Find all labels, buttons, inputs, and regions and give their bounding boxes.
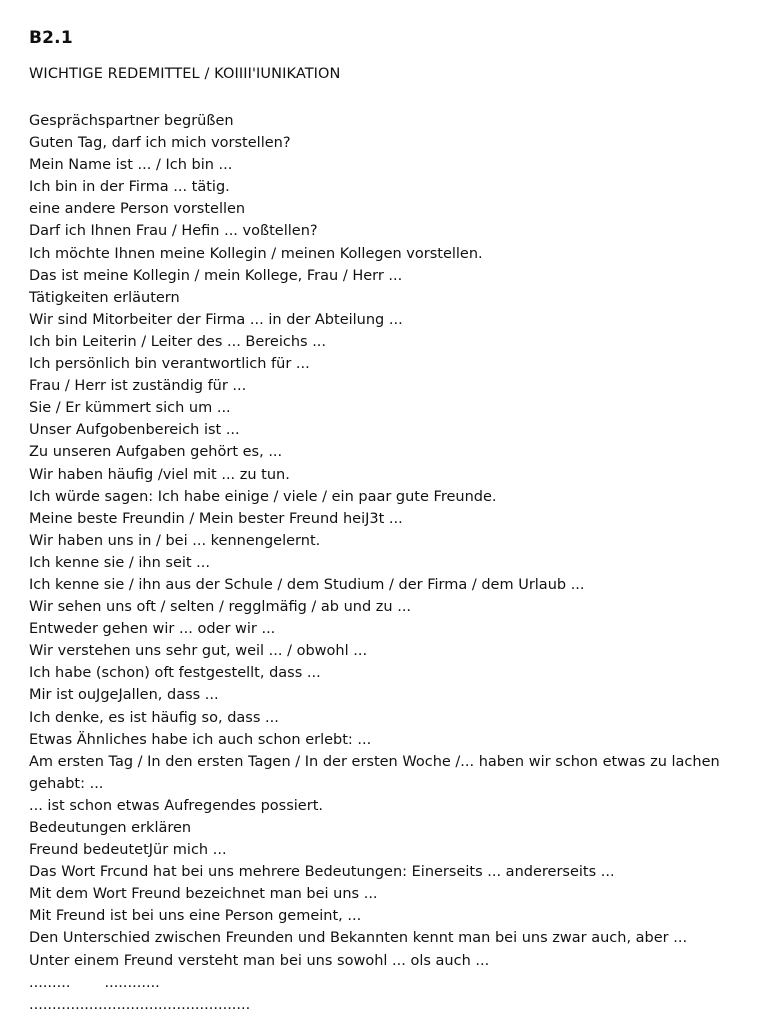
phrase-line: Wir haben häufig /viel mit ... zu tun. bbox=[29, 466, 290, 483]
phrase-line: Mir ist ouJgeJallen, dass ... bbox=[29, 687, 219, 704]
phrase-line: Zu unseren Aufgaben gehört es, ... bbox=[29, 444, 283, 461]
phrase-line: Wir sehen uns oft / selten / regglmäfig / ab und zu ... bbox=[29, 599, 412, 616]
phrase-line: Am ersten Tag / In den ersten Tagen / In der ersten Woche /... haben wir schon etwas zu lachen gehabt: ... bbox=[29, 753, 720, 792]
phrase-line: Sie / Er kümmert sich um ... bbox=[29, 400, 231, 417]
dots-segment: ......... bbox=[29, 974, 71, 991]
phrase-line: Den Unterschied zwischen Freunden und Bekannten kennt man bei uns zwar auch, aber ... bbox=[29, 930, 688, 947]
phrase-line: Ich bin Leiterin / Leiter des ... Bereichs ... bbox=[29, 333, 327, 350]
phrase-line: Ich kenne sie / ihn seit ... bbox=[29, 554, 211, 571]
phrase-line: Mein Name ist ... / Ich bin ... bbox=[29, 157, 233, 174]
phrase-line: Unser Aufgobenbereich ist ... bbox=[29, 422, 240, 439]
phrase-line: Wir haben uns in / bei ... kennengelernt. bbox=[29, 532, 321, 549]
phrase-line: ... ist schon etwas Aufregendes possiert. bbox=[29, 797, 323, 814]
phrase-line: Ich persönlich bin verantwortlich für ... bbox=[29, 356, 310, 373]
phrase-list bbox=[29, 110, 739, 1016]
page-title: B2.1 bbox=[29, 28, 73, 48]
phrase-line: Ich würde sagen: Ich habe einige / viele / ein paar gute Freunde. bbox=[29, 488, 497, 505]
phrase-line: Ich denke, es ist häufig so, dass ... bbox=[29, 709, 279, 726]
phrase-line: Meine beste Freundin / Mein bester Freund heiJ3t ... bbox=[29, 510, 403, 527]
phrase-line: Ich möchte Ihnen meine Kollegin / meinen Kollegen vorstellen. bbox=[29, 245, 483, 262]
section-heading-introduce: eine andere Person vorstellen bbox=[29, 201, 246, 218]
phrase-line: Mit Freund ist bei uns eine Person gemeint, ... bbox=[29, 908, 362, 925]
phrase-line: Ich bin in der Firma ... tätig. bbox=[29, 179, 230, 196]
blank-dots-line: ................................................ bbox=[29, 996, 251, 1013]
section-heading-activities: Tätigkeiten erläutern bbox=[29, 289, 180, 306]
page-subtitle: WICHTIGE REDEMITTEL / KOIIII'IUNIKATION bbox=[29, 66, 341, 82]
section-heading-greeting: Gesprächspartner begrüßen bbox=[29, 113, 234, 129]
phrase-line: Frau / Herr ist zuständig für ... bbox=[29, 378, 247, 395]
phrase-line: Das Wort Frcund hat bei uns mehrere Bedeutungen: Einerseits ... andererseits ... bbox=[29, 864, 615, 881]
blank-dots-line bbox=[29, 972, 739, 994]
phrase-line: Wir verstehen uns sehr gut, weil ... / obwohl ... bbox=[29, 643, 368, 660]
phrase-line: Wir sind Mitorbeiter der Firma ... in der Abteilung ... bbox=[29, 311, 403, 328]
phrase-line: Freund bedeutetJür mich ... bbox=[29, 842, 227, 859]
phrase-line: Unter einem Freund versteht man bei uns sowohl ... ols auch ... bbox=[29, 952, 490, 969]
phrase-line: Mit dem Wort Freund bezeichnet man bei uns ... bbox=[29, 886, 378, 903]
phrase-line: Das ist meine Kollegin / mein Kollege, Frau / Herr ... bbox=[29, 267, 403, 284]
phrase-line: Ich habe (schon) oft festgestellt, dass ... bbox=[29, 665, 321, 682]
phrase-line: Ich kenne sie / ihn aus der Schule / dem Studium / der Firma / dem Urlaub ... bbox=[29, 576, 585, 593]
phrase-line: Entweder gehen wir ... oder wir ... bbox=[29, 621, 276, 638]
phrase-line: Darf ich Ihnen Frau / Hefin ... voßtellen? bbox=[29, 223, 318, 240]
section-heading-meanings: Bedeutungen erklären bbox=[29, 820, 192, 836]
dots-segment: ............ bbox=[104, 974, 160, 991]
phrase-line: Etwas Ähnliches habe ich auch schon erlebt: ... bbox=[29, 731, 372, 748]
phrase-line: Guten Tag, darf ich mich vorstellen? bbox=[29, 135, 291, 152]
